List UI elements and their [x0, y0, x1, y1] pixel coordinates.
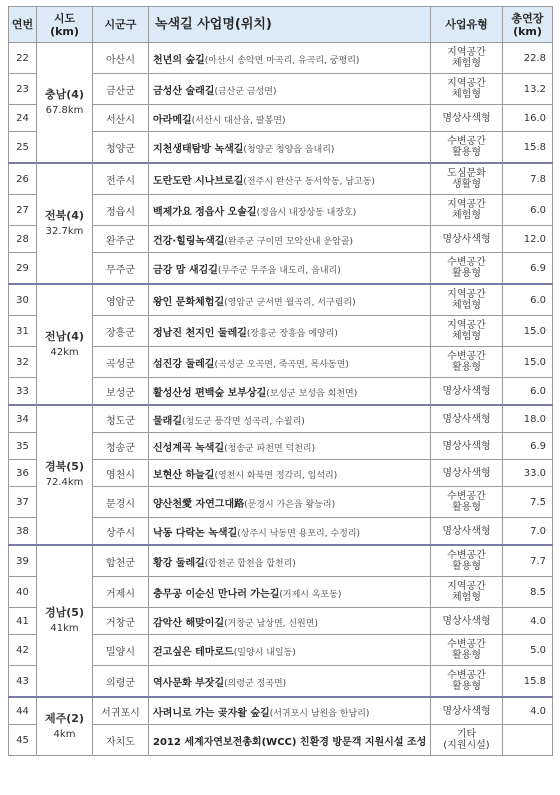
province-name: 경남(5) — [45, 606, 84, 619]
green-road-table — [8, 6, 553, 756]
total-length: 18.0 — [503, 405, 553, 433]
city-cell: 서귀포시 — [93, 697, 149, 725]
project-title: 왕인 문화체험길 — [153, 296, 225, 308]
project-title: 활성산성 편백숲 보부상길 — [153, 387, 267, 399]
project-title: 도란도란 시나브로길 — [153, 175, 244, 187]
header-length: 총연장 (km) — [503, 7, 553, 43]
project-title: 충무공 이순신 만나러 가는길 — [153, 588, 280, 600]
project-name-cell — [149, 608, 431, 635]
project-name-cell — [149, 405, 431, 433]
total-length: 16.0 — [503, 105, 553, 132]
table-body — [9, 43, 553, 756]
project-type: 수변공간 활용형 — [431, 253, 503, 285]
total-length: 4.0 — [503, 608, 553, 635]
row-number: 41 — [9, 608, 37, 635]
project-title: 보현산 하늘길 — [153, 469, 215, 481]
city-cell: 청도군 — [93, 405, 149, 433]
project-type: 명상사색형 — [431, 518, 503, 546]
row-number: 35 — [9, 433, 37, 460]
project-location: (보성군 보성읍 회천면) — [266, 388, 358, 399]
row-number: 45 — [9, 725, 37, 756]
table-row — [9, 697, 553, 725]
project-name-cell — [149, 105, 431, 132]
total-length: 5.0 — [503, 635, 553, 666]
total-length: 6.0 — [503, 195, 553, 226]
project-location: (서산시 대산읍, 팔봉면) — [191, 115, 286, 126]
row-number: 23 — [9, 74, 37, 105]
province-distance: 4km — [53, 728, 76, 740]
row-number: 32 — [9, 347, 37, 378]
row-number: 33 — [9, 378, 37, 406]
total-length: 6.9 — [503, 433, 553, 460]
total-length: 6.0 — [503, 378, 553, 406]
project-location: (문경시 가은읍 왕능리) — [244, 499, 336, 510]
project-location: (거창군 남상면, 신원면) — [224, 618, 318, 629]
project-location: (정읍시 내장상동 내장호) — [256, 207, 357, 218]
project-type: 지역공간 체험형 — [431, 577, 503, 608]
province-name: 제주(2) — [45, 711, 84, 725]
project-name-cell — [149, 74, 431, 105]
total-length: 7.0 — [503, 518, 553, 546]
header-type: 사업유형 — [431, 7, 503, 43]
project-type: 명상사색형 — [431, 405, 503, 433]
project-title: 백제가요 정읍사 오솔길 — [153, 206, 257, 218]
province-cell — [37, 545, 93, 697]
project-location: (영암군 군서면 월곡리, 서구림리) — [224, 297, 356, 308]
province-cell — [37, 284, 93, 405]
project-type: 기타 (지원시설) — [431, 725, 503, 756]
project-location: (아산시 송악면 마곡리, 유곡리, 궁평리) — [204, 55, 360, 66]
project-location: (서귀포시 남원읍 한남리) — [269, 708, 370, 719]
city-cell: 금산군 — [93, 74, 149, 105]
city-cell: 밀양시 — [93, 635, 149, 666]
city-cell: 거창군 — [93, 608, 149, 635]
province-name: 전남(4) — [45, 329, 84, 343]
total-length: 13.2 — [503, 74, 553, 105]
row-number: 40 — [9, 577, 37, 608]
project-name-cell — [149, 316, 431, 347]
row-number: 43 — [9, 666, 37, 698]
project-title: 아라메길 — [153, 114, 192, 126]
total-length: 15.8 — [503, 666, 553, 698]
project-name-cell — [149, 433, 431, 460]
total-length: 33.0 — [503, 460, 553, 487]
table-row — [9, 405, 553, 433]
project-location: (곡성군 오곡면, 죽곡면, 목사동면) — [214, 359, 349, 370]
city-cell: 자치도 — [93, 725, 149, 756]
project-location: (완주군 구이면 모악산내 운암골) — [224, 236, 354, 247]
total-length: 15.0 — [503, 316, 553, 347]
project-name-cell — [149, 725, 431, 756]
row-number: 34 — [9, 405, 37, 433]
project-type: 수변공간 활용형 — [431, 666, 503, 698]
project-type: 지역공간 체험형 — [431, 284, 503, 316]
project-title: 물래길 — [153, 415, 182, 427]
project-title: 천년의 숲길 — [153, 54, 205, 66]
city-cell: 상주시 — [93, 518, 149, 546]
header-no: 연번 — [9, 7, 37, 43]
city-cell: 의령군 — [93, 666, 149, 698]
total-length: 12.0 — [503, 226, 553, 253]
row-number: 31 — [9, 316, 37, 347]
header-name: 녹색길 사업명(위치) — [149, 7, 431, 43]
city-cell: 서산시 — [93, 105, 149, 132]
province-name: 경북(5) — [45, 460, 84, 473]
project-type: 명상사색형 — [431, 105, 503, 132]
header-province: 시도 (km) — [37, 7, 93, 43]
row-number: 30 — [9, 284, 37, 316]
project-title: 사려니로 가는 곶자왈 숲길 — [153, 707, 270, 719]
province-distance: 41km — [50, 623, 79, 634]
project-name-cell — [149, 163, 431, 195]
project-name-cell — [149, 518, 431, 546]
project-location: (청도군 풍각면 성곡리, 수월리) — [181, 416, 305, 427]
project-location: (합천군 합천읍 합천리) — [204, 558, 296, 569]
province-distance: 32.7km — [45, 225, 84, 237]
project-location: (전주시 완산구 동서학동, 남고동) — [243, 176, 375, 187]
project-type: 수변공간 활용형 — [431, 635, 503, 666]
total-length: 22.8 — [503, 43, 553, 74]
project-name-cell — [149, 577, 431, 608]
city-cell: 거제시 — [93, 577, 149, 608]
row-number: 39 — [9, 545, 37, 577]
row-number: 28 — [9, 226, 37, 253]
table-row — [9, 284, 553, 316]
project-location: (상주시 낙동면 용포리, 수정리) — [237, 528, 361, 539]
total-length: 15.0 — [503, 347, 553, 378]
project-type: 지역공간 체험형 — [431, 195, 503, 226]
city-cell: 정읍시 — [93, 195, 149, 226]
total-length: 7.5 — [503, 487, 553, 518]
city-cell: 아산시 — [93, 43, 149, 74]
row-number: 27 — [9, 195, 37, 226]
city-cell: 곡성군 — [93, 347, 149, 378]
project-type: 지역공간 체험형 — [431, 43, 503, 74]
project-location: (청송군 파천면 덕천리) — [224, 443, 316, 454]
province-cell — [37, 163, 93, 284]
total-length: 15.8 — [503, 132, 553, 164]
table-row — [9, 43, 553, 74]
city-cell: 장흥군 — [93, 316, 149, 347]
row-number: 42 — [9, 635, 37, 666]
project-type: 수변공간 활용형 — [431, 545, 503, 577]
project-type: 수변공간 활용형 — [431, 347, 503, 378]
city-cell: 문경시 — [93, 487, 149, 518]
project-title: 2012 세계자연보전총회(WCC) 친환경 방문객 지원시설 조성 — [153, 736, 427, 748]
project-name-cell — [149, 378, 431, 406]
project-type: 명상사색형 — [431, 697, 503, 725]
project-title: 황강 둘레길 — [153, 557, 205, 569]
province-distance: 42km — [50, 346, 79, 358]
project-title: 낙동 다락논 녹색길 — [153, 527, 238, 539]
city-cell: 전주시 — [93, 163, 149, 195]
project-type: 지역공간 체험형 — [431, 316, 503, 347]
row-number: 37 — [9, 487, 37, 518]
city-cell: 보성군 — [93, 378, 149, 406]
project-title: 걷고싶은 테마로드 — [153, 646, 234, 658]
province-name: 충남(4) — [45, 87, 84, 101]
total-length: 7.7 — [503, 545, 553, 577]
project-type: 명상사색형 — [431, 378, 503, 406]
project-name-cell — [149, 43, 431, 74]
city-cell: 합천군 — [93, 545, 149, 577]
project-name-cell — [149, 545, 431, 577]
project-title: 정남진 천지인 둘레길 — [153, 327, 247, 339]
project-title: 감악산 해맞이길 — [153, 617, 225, 629]
project-name-cell — [149, 253, 431, 285]
city-cell: 영암군 — [93, 284, 149, 316]
project-location: (금산군 금성면) — [214, 86, 277, 97]
table-row — [9, 545, 553, 577]
row-number: 38 — [9, 518, 37, 546]
total-length: 7.8 — [503, 163, 553, 195]
project-type: 지역공간 체험형 — [431, 74, 503, 105]
row-number: 44 — [9, 697, 37, 725]
project-name-cell — [149, 697, 431, 725]
project-title: 신성계곡 녹색길 — [153, 442, 225, 454]
project-title: 섬진강 둘레길 — [153, 358, 215, 370]
project-type: 명상사색형 — [431, 433, 503, 460]
total-length: 6.0 — [503, 284, 553, 316]
total-length: 4.0 — [503, 697, 553, 725]
project-title: 양산천愛 자연그대路 — [153, 498, 245, 510]
project-title: 금성산 술래길 — [153, 85, 215, 97]
project-name-cell — [149, 460, 431, 487]
city-cell: 완주군 — [93, 226, 149, 253]
project-type: 수변공간 활용형 — [431, 132, 503, 164]
row-number: 26 — [9, 163, 37, 195]
project-location: (거제시 옥포동) — [279, 589, 342, 600]
total-length: 8.5 — [503, 577, 553, 608]
project-location: (무주군 무주읍 내도리, 읍내리) — [217, 265, 341, 276]
project-type: 도심문화 생활형 — [431, 163, 503, 195]
project-location: (밀양시 내일동) — [233, 647, 296, 658]
project-type: 명상사색형 — [431, 226, 503, 253]
province-cell — [37, 43, 93, 164]
project-name-cell — [149, 487, 431, 518]
project-title: 지천생태탐방 녹색길 — [153, 143, 244, 155]
project-type: 명상사색형 — [431, 460, 503, 487]
header-city: 시군구 — [93, 7, 149, 43]
row-number: 36 — [9, 460, 37, 487]
row-number: 24 — [9, 105, 37, 132]
city-cell: 무주군 — [93, 253, 149, 285]
province-cell — [37, 405, 93, 545]
project-name-cell — [149, 226, 431, 253]
city-cell: 청송군 — [93, 433, 149, 460]
project-name-cell — [149, 132, 431, 164]
project-title: 역사문화 부잣길 — [153, 677, 225, 689]
total-length — [503, 725, 553, 756]
row-number: 29 — [9, 253, 37, 285]
province-distance: 67.8km — [45, 104, 84, 116]
project-title: 금강 맘 새김길 — [153, 264, 218, 276]
project-name-cell — [149, 666, 431, 698]
project-name-cell — [149, 284, 431, 316]
row-number: 22 — [9, 43, 37, 74]
project-name-cell — [149, 635, 431, 666]
project-name-cell — [149, 347, 431, 378]
project-location: (의령군 정곡면) — [224, 678, 287, 689]
project-location: (장흥군 장흥읍 예양리) — [246, 328, 338, 339]
project-type: 수변공간 활용형 — [431, 487, 503, 518]
project-location: (영천시 화북면 정각리, 입석리) — [214, 470, 338, 481]
total-length: 6.9 — [503, 253, 553, 285]
project-name-cell — [149, 195, 431, 226]
province-name: 전북(4) — [45, 208, 84, 222]
city-cell: 청양군 — [93, 132, 149, 164]
project-location: (청양군 청양읍 읍내리) — [243, 144, 335, 155]
project-title: 건강·힐링녹색길 — [153, 235, 225, 247]
city-cell: 영천시 — [93, 460, 149, 487]
project-type: 명상사색형 — [431, 608, 503, 635]
province-distance: 72.4km — [45, 477, 84, 488]
header-row — [9, 7, 553, 43]
table-row — [9, 163, 553, 195]
province-cell — [37, 697, 93, 756]
row-number: 25 — [9, 132, 37, 164]
